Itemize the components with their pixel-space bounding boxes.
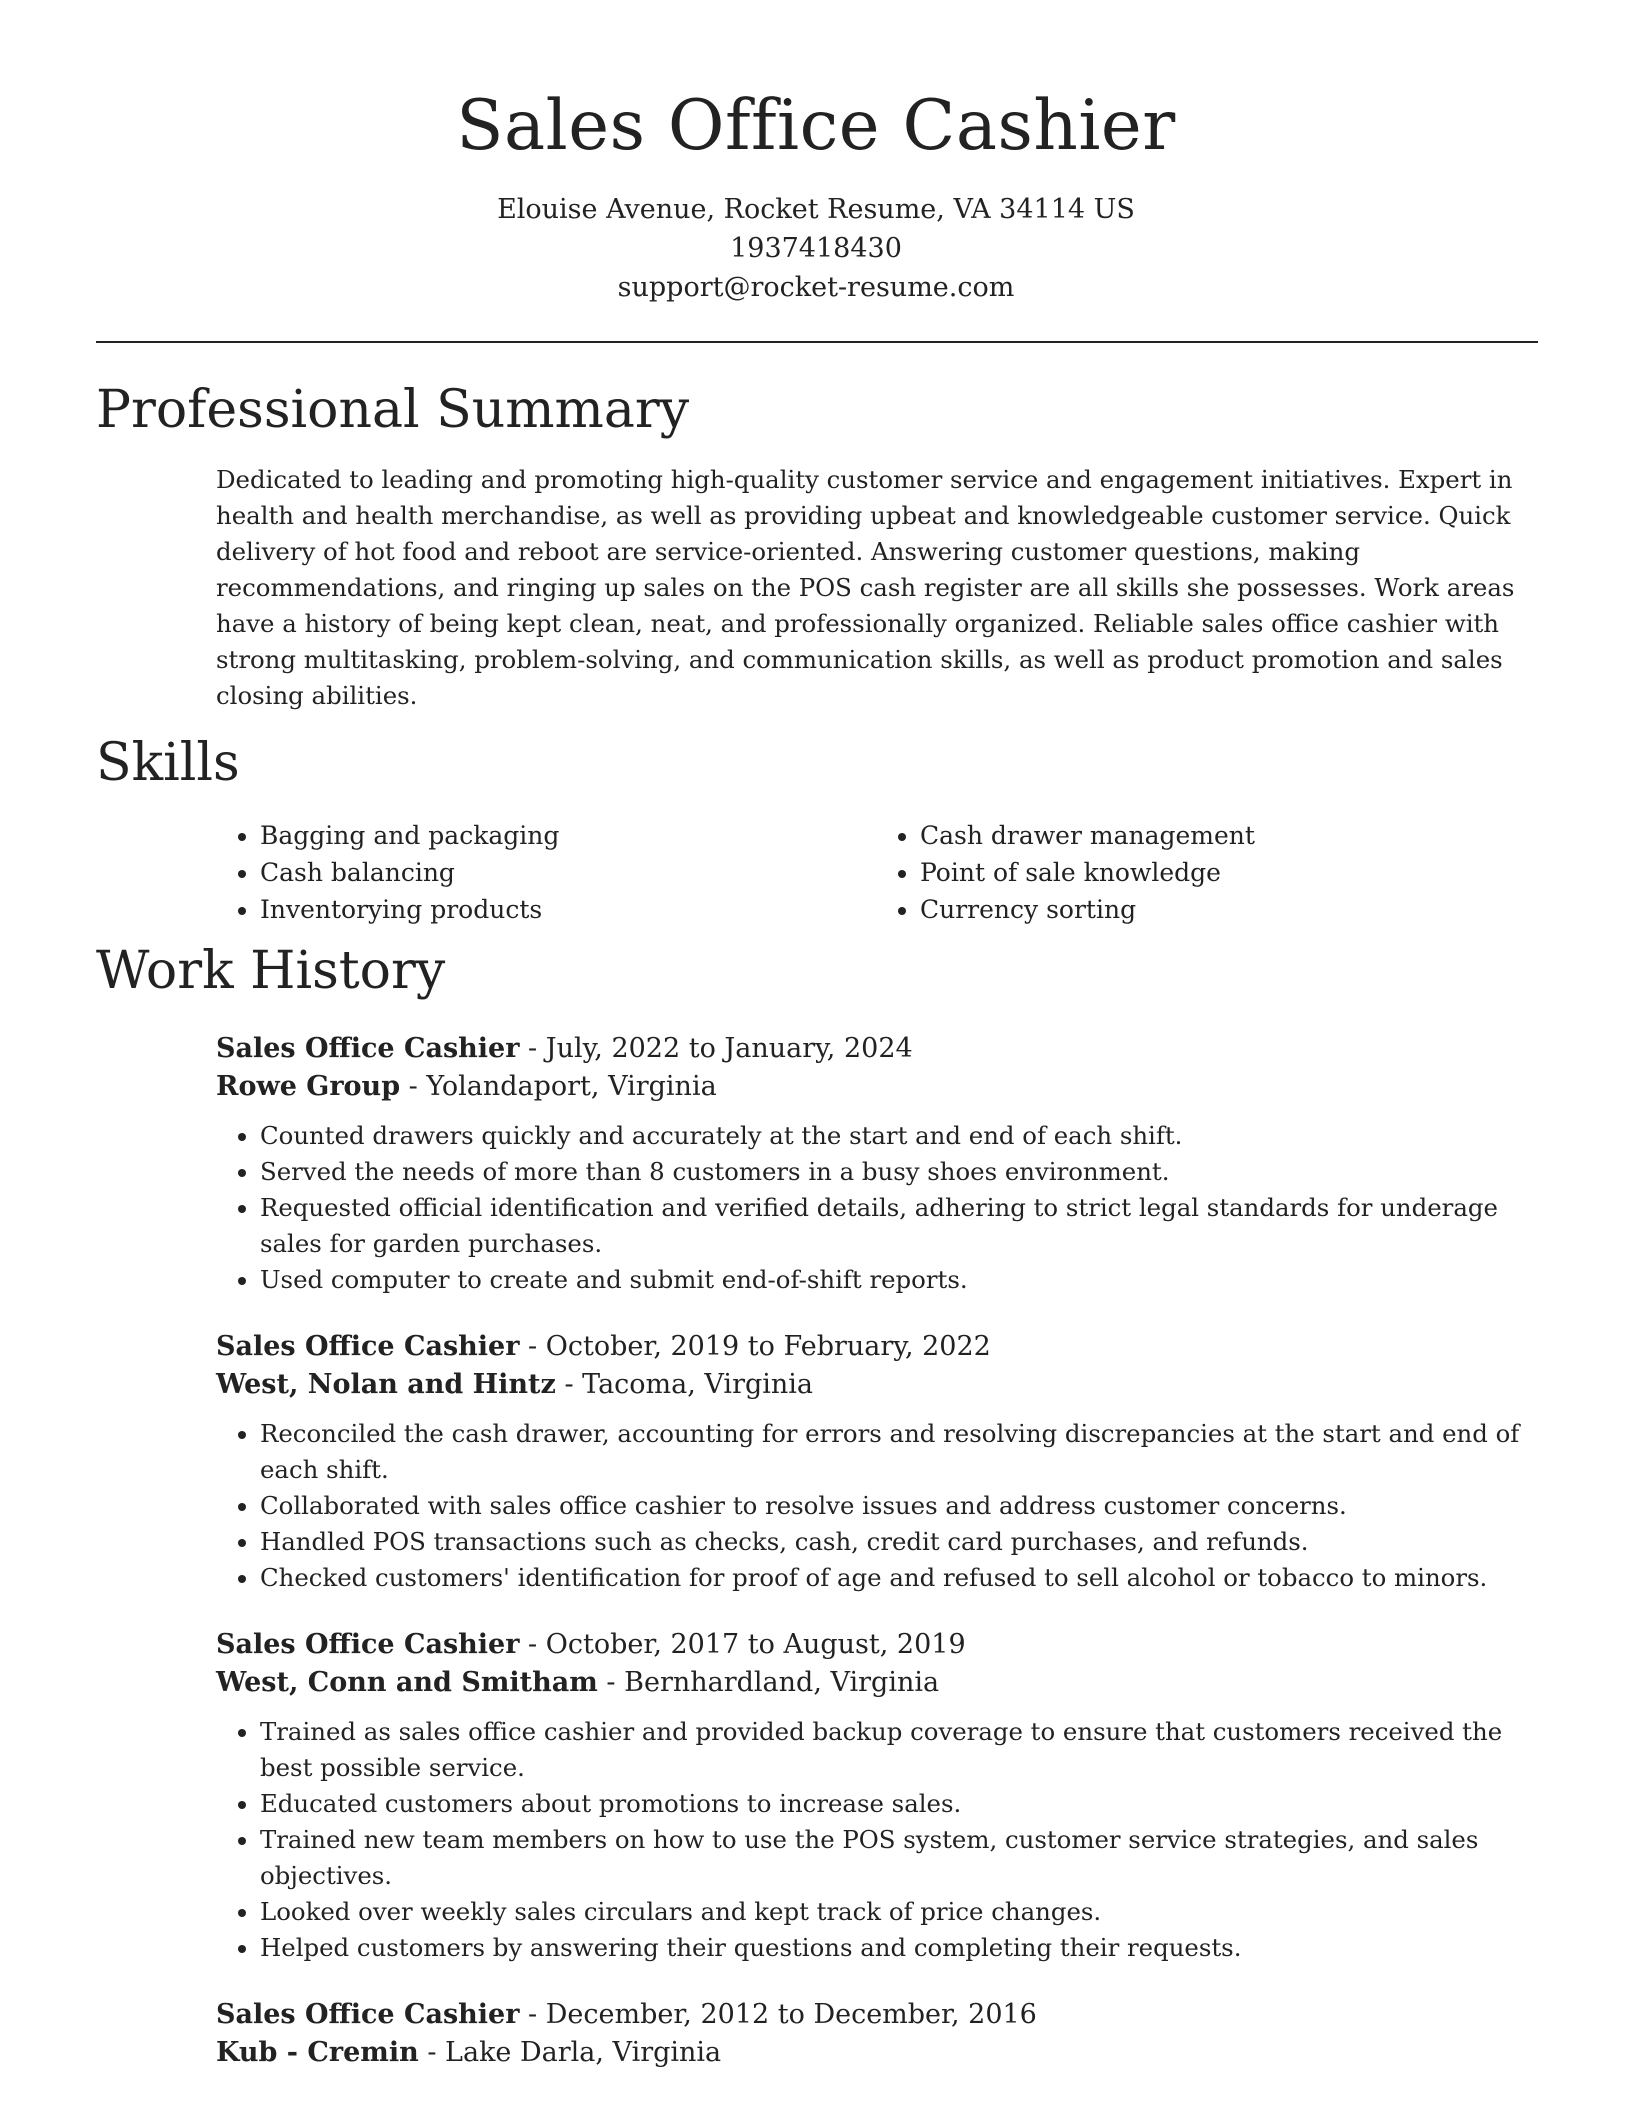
header-divider	[96, 341, 1538, 343]
skills-column-left	[216, 817, 876, 928]
skill-item: • Currency sorting	[920, 891, 1536, 928]
summary-heading: Professional Summary	[96, 380, 690, 440]
job-bullet: • Educated customers about promotions to increase sales.	[260, 1786, 1536, 1822]
job-company: West, Nolan and Hintz	[216, 1369, 556, 1400]
job-title-line: Sales Office Cashier - October, 2019 to February, 2022	[216, 1331, 991, 1362]
job-bullet: • Checked customers' identification for proof of age and refused to sell alcohol or tobacco to minors.	[260, 1560, 1536, 1596]
phone: 1937418430	[730, 233, 902, 264]
job-dates: October, 2017 to August, 2019	[545, 1629, 966, 1660]
skill-item: • Cash drawer management	[920, 817, 1536, 854]
job-bullet: • Handled POS transactions such as checks, cash, credit card purchases, and refunds.	[260, 1524, 1536, 1560]
job-company-line: Rowe Group - Yolandaport, Virginia	[216, 1071, 717, 1102]
skills-list	[216, 817, 1536, 928]
job-title: Sales Office Cashier	[216, 1331, 520, 1362]
job-company: West, Conn and Smitham	[216, 1667, 598, 1698]
email: support@rocket-resume.com	[617, 272, 1015, 303]
job-dates: October, 2019 to February, 2022	[545, 1331, 991, 1362]
job-bullet: • Helped customers by answering their questions and completing their requests.	[260, 1930, 1536, 1966]
skill-item: • Inventorying products	[260, 891, 876, 928]
job-bullet: • Requested official identification and verified details, adhering to strict legal standards for underage sales for garden purchases.	[260, 1190, 1536, 1262]
job-bullet: • Counted drawers quickly and accurately at the start and end of each shift.	[260, 1118, 1536, 1154]
job-bullets	[216, 1416, 1536, 1596]
job-company: Rowe Group	[216, 1071, 401, 1102]
job-title-line: Sales Office Cashier - July, 2022 to January, 2024	[216, 1033, 913, 1064]
job-bullet: • Trained new team members on how to use the POS system, customer service strategies, and sales objectives.	[260, 1822, 1536, 1894]
job-bullet: • Reconciled the cash drawer, accounting for errors and resolving discrepancies at the start and end of each shift.	[260, 1416, 1536, 1488]
job-title-line: Sales Office Cashier - December, 2012 to December, 2016	[216, 1999, 1037, 2030]
work-history-heading: Work History	[96, 941, 446, 1001]
skill-item: • Cash balancing	[260, 854, 876, 891]
job-bullet: • Trained as sales office cashier and provided backup coverage to ensure that customers received the best possible service.	[260, 1714, 1536, 1786]
job-location: Tacoma, Virginia	[582, 1369, 814, 1400]
job-company-line: West, Nolan and Hintz - Tacoma, Virginia	[216, 1369, 814, 1400]
job-bullets	[216, 1118, 1536, 1298]
job-company: Kub - Cremin	[216, 2037, 419, 2068]
job-location: Yolandaport, Virginia	[426, 1071, 717, 1102]
job-company-line: West, Conn and Smitham - Bernhardland, Virginia	[216, 1667, 940, 1698]
resume-name: Sales Office Cashier	[456, 86, 1176, 166]
address: Elouise Avenue, Rocket Resume, VA 34114 US	[497, 194, 1135, 225]
job-bullets	[216, 1714, 1536, 1966]
work-history-list	[216, 1030, 1536, 2102]
skill-item: • Bagging and packaging	[260, 817, 876, 854]
job-entry	[216, 1030, 1536, 1298]
job-entry	[216, 1626, 1536, 1966]
job-title: Sales Office Cashier	[216, 1999, 520, 2030]
job-title: Sales Office Cashier	[216, 1033, 520, 1064]
job-location: Lake Darla, Virginia	[445, 2037, 722, 2068]
contact-block	[0, 190, 1632, 307]
summary-text: Dedicated to leading and promoting high-quality customer service and engagement initiatives. Expert in health and health merchandise, as well as providing upbeat and knowledgeable customer service. Quick delivery of hot food and reboot are service-oriented. Answering customer questions, making recommendations, and ringing up sales on the POS cash register are all skills she possesses. Work areas have a history of being kept clean, neat, and professionally organized. Reliable sales office cashier with strong multitasking, problem-solving, and communication skills, as well as product promotion and sales closing abilities.	[216, 465, 1515, 710]
job-dates: July, 2022 to January, 2024	[545, 1033, 913, 1064]
job-bullet: • Looked over weekly sales circulars and kept track of price changes.	[260, 1894, 1536, 1930]
skills-heading: Skills	[96, 733, 240, 793]
job-title: Sales Office Cashier	[216, 1629, 520, 1660]
job-bullet: • Collaborated with sales office cashier to resolve issues and address customer concerns.	[260, 1488, 1536, 1524]
job-bullet: • Used computer to create and submit end-of-shift reports.	[260, 1262, 1536, 1298]
job-bullet: • Served the needs of more than 8 customers in a busy shoes environment.	[260, 1154, 1536, 1190]
job-company-line: Kub - Cremin - Lake Darla, Virginia	[216, 2037, 722, 2068]
job-entry	[216, 1996, 1536, 2072]
skill-item: • Point of sale knowledge	[920, 854, 1536, 891]
skills-column-right	[876, 817, 1536, 928]
job-dates: December, 2012 to December, 2016	[545, 1999, 1037, 2030]
job-location: Bernhardland, Virginia	[624, 1667, 940, 1698]
job-title-line: Sales Office Cashier - October, 2017 to August, 2019	[216, 1629, 966, 1660]
job-entry	[216, 1328, 1536, 1596]
resume-header	[0, 0, 1632, 307]
